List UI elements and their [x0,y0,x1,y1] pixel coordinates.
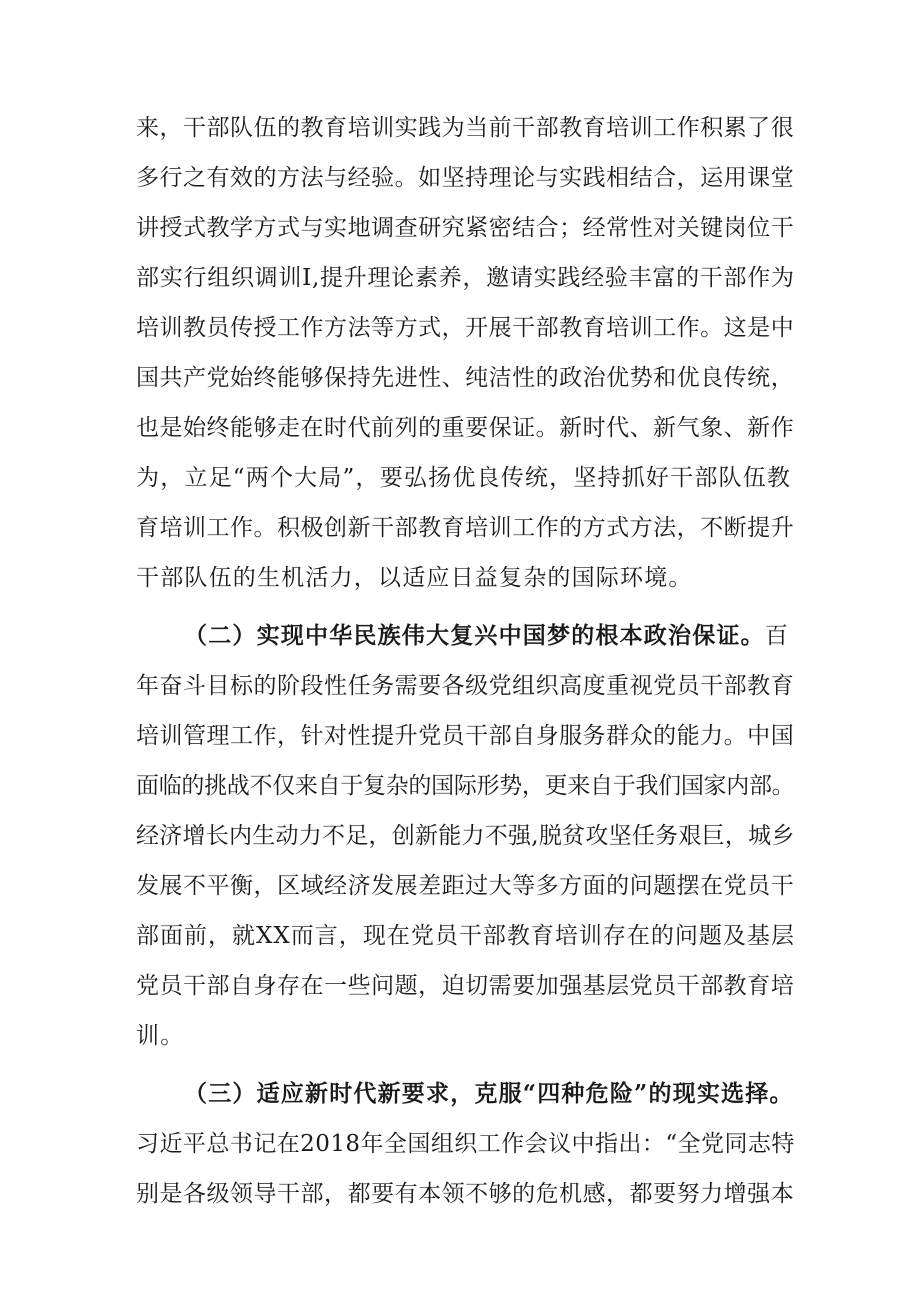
paragraph-line: 别是各级领导干部，都要有本领不够的危机感，都要努力增强本 [136,1181,795,1207]
paragraph-line: 面临的挑战不仅来自于复杂的国际形势，更来自于我们国家内部。 [136,773,795,799]
paragraph-line: 培训管理工作，针对性提升党员干部自身服务群众的能力。中国 [136,723,795,749]
paragraph-line: 经济增长内生动力不足，创新能力不强,脱贫攻坚任务艰巨，城乡 [136,823,795,849]
paragraph-line: 国共产党始终能够保持先进性、纯洁性的政治优势和优良传统， [136,365,795,391]
paragraph-line: 年奋斗目标的阶段性任务需要各级党组织高度重视党员干部教育 [136,673,795,699]
paragraph-line: 部面前，就XX而言，现在党员干部教育培训存在的问题及基层 [136,923,795,949]
paragraph-line: 也是始终能够走在时代前列的重要保证。新时代、新气象、新作 [136,415,795,441]
section-2-heading: （二）实现中华民族伟大复兴中国梦的根本政治保证。 [184,622,765,649]
paragraph-line: 党员干部自身存在一些问题，迫切需要加强基层党员干部教育培 [136,973,795,999]
paragraph-line: 培训教员传授工作方法等方式，开展干部教育培训工作。这是中 [136,315,795,341]
paragraph-line: 讲授式教学方式与实地调查研究紧密结合；经常性对关键岗位干 [136,215,795,241]
paragraph-line: 为，立足“两个大局”，要弘扬优良传统，坚持抓好干部队伍教 [136,465,792,491]
section-heading-line [184,621,796,651]
paragraph-line: 多行之有效的方法与经验。如坚持理论与实践相结合，运用课堂 [136,165,795,191]
section-2-heading-rest: 百 [764,623,790,649]
paragraph-line: 育培训工作。积极创新干部教育培训工作的方式方法，不断提升 [136,515,795,541]
paragraph-line: 部实行组织调训I,提升理论素养，邀请实践经验丰富的干部作为 [136,265,795,291]
paragraph-line: 训。 [136,1023,185,1049]
paragraph-line: 来，干部队伍的教育培训实践为当前干部教育培训工作积累了很 [136,115,795,141]
paragraph-line: 干部队伍的生机活力，以适应日益复杂的国际环境。 [136,565,693,591]
section-3-heading: （三）适应新时代新要求，克服“四种危险”的现实选择。 [184,1080,794,1107]
paragraph-line: 发展不平衡，区域经济发展差距过大等多方面的问题摆在党员干 [136,873,795,899]
paragraph-line: 习近平总书记在2018年全国组织工作会议中指出：“全党同志特 [136,1131,795,1157]
